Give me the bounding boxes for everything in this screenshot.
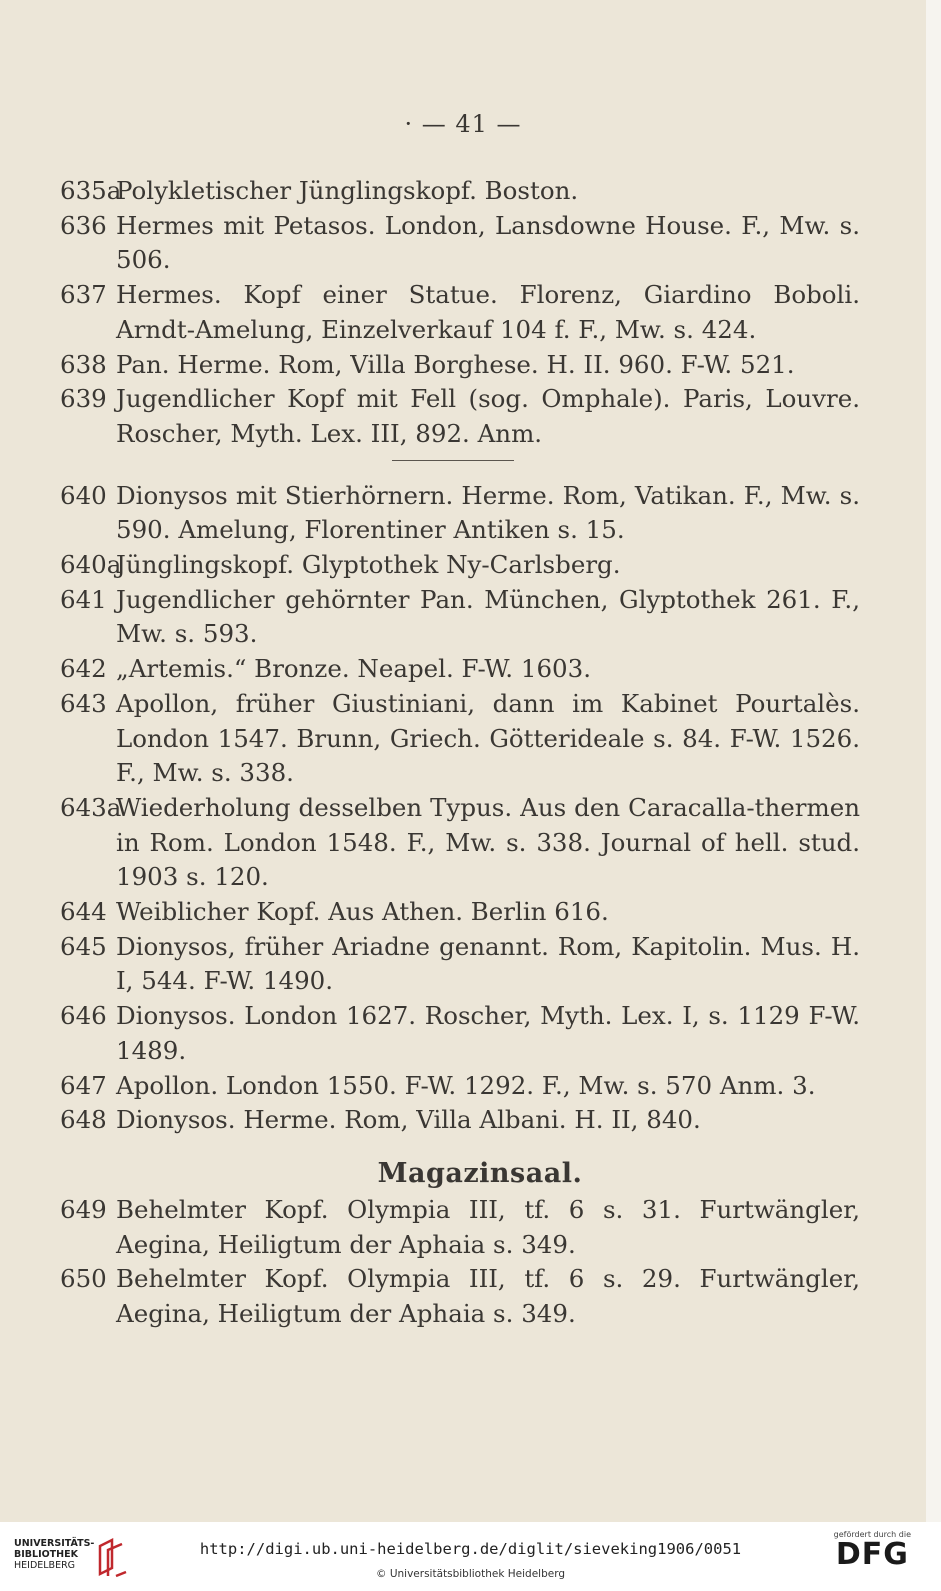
entry-text: Weiblicher Kopf. Aus Athen. Berlin 616. xyxy=(116,897,609,927)
library-name-line3: HEIDELBERG xyxy=(14,1560,76,1571)
entry-number: 642 xyxy=(60,654,107,684)
entry-text: Behelmter Kopf. Olympia III, tf. 6 s. 31. Furtwängler, Aegina, Heiligtum der Aphaia s. 349. xyxy=(116,1194,860,1259)
catalogue-entry xyxy=(60,174,860,209)
entry-number: 640 xyxy=(60,480,107,510)
entry-text: Dionysos. London 1627. Roscher, Myth. Lex. I, s. 1129 F-W. 1489. xyxy=(116,1001,860,1065)
entry-text: Dionysos mit Stierhörnern. Herme. Rom, Vatikan. F., Mw. s. 590. Amelung, Florentiner Antiken s. 15. xyxy=(116,480,860,545)
entry-number: 641 xyxy=(60,584,107,614)
entry-text: Hermes mit Petasos. London, Lansdowne House. F., Mw. s. 506. xyxy=(116,210,860,275)
page-number: · — 41 — xyxy=(404,110,522,138)
entries-group-2 xyxy=(60,479,860,1138)
entry-text: Behelmter Kopf. Olympia III, tf. 6 s. 29. Furtwängler, Aegina, Heiligtum der Aphaia s. 349. xyxy=(116,1264,860,1329)
catalogue-entry xyxy=(60,895,860,930)
entry-number: 639 xyxy=(60,384,107,414)
catalogue-entry xyxy=(60,930,860,999)
entry-number: 645 xyxy=(60,931,107,961)
catalogue-entry xyxy=(60,652,860,687)
entry-number: 650 xyxy=(60,1264,107,1294)
catalogue-entry xyxy=(60,548,860,583)
entry-text: Jugendlicher Kopf mit Fell (sog. Omphale). Paris, Louvre. Roscher, Myth. Lex. III, 892. Anm. xyxy=(116,384,860,448)
catalogue-entry xyxy=(60,209,860,278)
entry-text: Jugendlicher gehörnter Pan. München, Glyptothek 261. F., Mw. s. 593. xyxy=(116,584,860,649)
entry-number: 640a xyxy=(60,550,122,580)
entry-number: 637 xyxy=(60,280,107,310)
entry-text: „Artemis.“ Bronze. Neapel. F-W. 1603. xyxy=(116,654,591,684)
sponsor-logo[interactable] xyxy=(834,1530,911,1571)
entry-number: 643a xyxy=(60,792,122,822)
catalogue-entry xyxy=(60,348,860,383)
permalink-url[interactable]: http://digi.ub.uni-heidelberg.de/diglit/sieveking1906/0051 xyxy=(199,1540,742,1558)
catalogue-entry xyxy=(60,687,860,791)
entry-text: Pan. Herme. Rom, Villa Borghese. H. II. 960. F-W. 521. xyxy=(116,349,795,379)
entries-group-1 xyxy=(60,174,860,452)
catalogue-entry xyxy=(60,1069,860,1104)
library-name-line2: BIBLIOTHEK xyxy=(14,1549,78,1560)
entry-number: 646 xyxy=(60,1001,107,1031)
section-heading: Magazinsaal. xyxy=(377,1157,583,1189)
entry-number: 635a xyxy=(60,176,122,205)
page-edge xyxy=(926,0,941,1522)
dfg-logo: DFG xyxy=(835,1537,909,1572)
catalogue-entry xyxy=(60,583,860,652)
catalogue-entry xyxy=(60,1103,860,1138)
entry-text: Dionysos. Herme. Rom, Villa Albani. H. II, 840. xyxy=(116,1105,701,1135)
entry-text: Apollon. London 1550. F-W. 1292. F., Mw. s. 570 Anm. 3. xyxy=(116,1070,816,1100)
entry-text: Hermes. Kopf einer Statue. Florenz, Giardino Boboli. Arndt-Amelung, Einzelverkauf 104 f. F., Mw. s. 424. xyxy=(116,280,860,344)
catalogue-entry xyxy=(60,382,860,451)
sponsor-note: gefördert durch die xyxy=(833,1530,911,1539)
catalogue-entry xyxy=(60,999,860,1068)
entry-text: Wiederholung desselben Typus. Aus den Caracalla-thermen in Rom. London 1548. F., Mw. s. 338. Journal of hell. stud. 1903 s. 120. xyxy=(116,792,860,892)
entry-text: Jünglingskopf. Glyptothek Ny-Carlsberg. xyxy=(116,550,621,580)
catalogue-entry xyxy=(60,1262,860,1331)
footer-bar xyxy=(0,1522,941,1591)
catalogue-entry xyxy=(60,791,860,895)
entry-number: 636 xyxy=(60,210,107,240)
entry-text: Polykletischer Jünglingskopf. Boston. xyxy=(116,176,579,205)
entry-text: Dionysos, früher Ariadne genannt. Rom, Kapitolin. Mus. H. I, 544. F-W. 1490. xyxy=(116,931,860,996)
entry-number: 648 xyxy=(60,1105,107,1135)
entry-number: 647 xyxy=(60,1070,107,1100)
entries-group-3 xyxy=(60,1193,860,1332)
entry-number: 638 xyxy=(60,349,107,379)
entry-number: 649 xyxy=(60,1194,107,1224)
library-name-line1: UNIVERSITÄTS- xyxy=(14,1538,95,1549)
entry-text: Apollon, früher Giustiniani, dann im Kabinet Pourtalès. London 1547. Brunn, Griech. Götterideale s. 84. F-W. 1526. F., Mw. s. 338. xyxy=(116,688,860,788)
divider-rule xyxy=(392,460,514,461)
entry-number: 644 xyxy=(60,897,107,927)
catalogue-entry xyxy=(60,1193,860,1262)
catalogue-entry xyxy=(60,479,860,548)
entry-number: 643 xyxy=(60,688,107,718)
catalogue-entries xyxy=(60,174,860,1332)
copyright-notice: © Universitätsbibliothek Heidelberg xyxy=(375,1568,565,1580)
catalogue-entry xyxy=(60,278,860,347)
